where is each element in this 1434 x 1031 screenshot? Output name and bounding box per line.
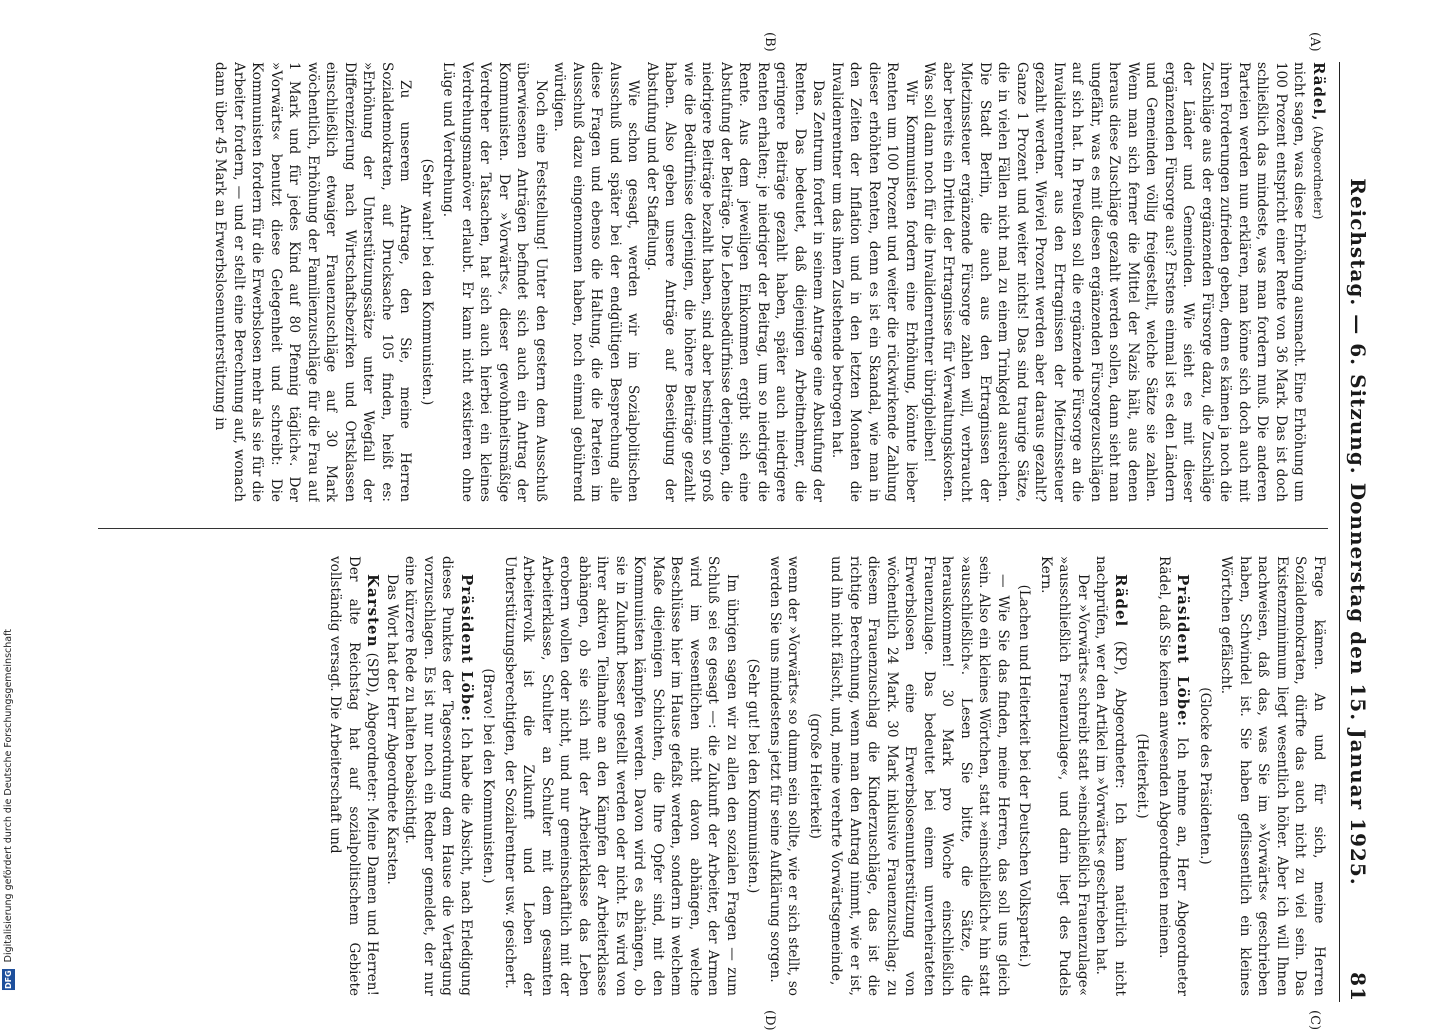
paragraph: nicht sagen, was diese Erhöhung ausmacht. Eine Erhöhung um 100 Prozent entspricht einer Rente von 36 Mark. Das ist doch schließlich das mindeste, was man fordern muß. Die anderen Parteien werden nun erklären, man könne sich doch auch mit ihren Forderungen zufrieden geben, denn es kämen ja noch die Zuschläge aus der ergänzenden Fürsorge dazu, die Zuschläge der Länder und Gemeinden. Wie sieht es mit dieser ergänzenden Fürsorge aus? Erstens einmal ist es den Ländern und Gemeinden völlig freigestellt, welche Sätze sie zahlen. Wenn man sich ferner die Mittel der Nazis hält, aus denen heraus diese Zuschläge gezahlt werden sollen, dann sieht man ungefähr, was es mit diesen ergänzenden Fürsorgezuschlägen auf sich hat. In Preußen soll die ergänzende Fürsorge an die Invalidenrentner aus den Ertragnissen der Mietzinssteuer gezahlt werden. Wieviel Prozent werden aber daraus gezahlt? Ganze 1 Prozent und weiter nichts! Das sind traurige Sätze, die in vielen Fällen nicht mal zu einem Trinkgeld ausreichen. Die Stadt Berlin, die auch aus den Ertragnissen der Mietzinssteuer ergänzende Fürsorge zahlen will, verbraucht aber bereits ein Drittel der Ertragnisse für Verwaltungskosten. Was soll dann noch für die Invalidenrentner übrigbleiben! [921, 62, 1308, 502]
page-number: 81 [1346, 972, 1370, 1002]
paragraph: Wir Kommunisten fordern eine Erhöhung, könnte lieber Renten um 100 Prozent und weiter die rückwirkende Zahlung dieser erhöhten Renten, denn es ist ein Skandal, wie man in den Zeiten der Inflation und in den letzten Monaten die Invalidenrentner um das ihnen Zustehende betrogen hat. [829, 62, 919, 502]
paragraph: Der »Vorwärts« schreibt statt »einschließlich Frauenzulage« »ausschließlich Frauenzulage«, und darin liegt des Pudels Kern. [1038, 556, 1091, 996]
credit-text: Digitalisierung gefördert durch die Deutsche Forschungsgemeinschaft [3, 628, 14, 963]
digitization-credit [2, 629, 15, 990]
interjection: (Heiterkeit.) [1134, 733, 1151, 819]
speaker-paragraph [1092, 556, 1130, 996]
interjection: (Lachen und Heiterkeit bei der Deutschen Volkspartei.) [1016, 584, 1033, 968]
speaker-text: Abgeordneter: Ich kann natürlich nicht nachprüfen, wer den Artikel im »Vorwärts« geschrieben hat. [1093, 556, 1128, 996]
speaker-party: (KP), [1112, 640, 1128, 676]
interjection: (große Heiterkeit) [807, 713, 823, 839]
president-name: Präsident Löbe: [1174, 574, 1193, 728]
speaker-line [1309, 62, 1329, 502]
paragraph: Das Wort hat der Herr Abgeordnete Karsten. [384, 574, 400, 885]
column-divider [98, 528, 1328, 529]
president-text: Ich habe die Absicht, nach Erledigung dieses Punktes der Tagesordnung dem Hause die Vertagung vorzuschlagen. Es ist nur noch ein Redner gemeldet, der nur eine kürzere Rede zu halten beabsichtigt. [402, 556, 474, 996]
right-column [88, 556, 1328, 996]
interjection: (Bravo! bei den Kommunisten.) [480, 668, 497, 884]
paragraph: Das Zentrum fordert in seinem Antrage eine Abstufung der Renten. Das bedeutet, daß diejenigen Arbeitnehmer, die geringere Beiträge gezahlt haben, später auch niedrigere Renten erhalten; je niedriger der Beitrag, um so niedriger die Rente. Aus dem jeweiligen Einkommen ergibt sich eine Abstufung der Beiträge. Die Lebensbedürfnisse derjenigen, die niedrigere Beiträge bezahlt haben, sind aber bestimmt so groß wie die Bedürfnisse derjenigen, die höhere Beiträge gezahlt haben. Also geben unsere Anträge auf Beseitigung der Abstufung und der Staffelung. [644, 62, 827, 502]
paragraph: — Wie Sie das finden, meine Herren, das soll uns gleich sein. Also ein kleines Wörtchen, statt »einschließlich« hin statt »ausschließlich«. Lesen Sie bitte, die Sätze, die herauskommen! 30 Mark pro Woche einschließlich Frauenzulage. Das bedeutet bei einem unverheirateten Erwerbslosen eine Erwerbslosenunterstützung von wöchentlich 24 Mark. 30 Mark inklusive Frauenzuschlag; zu diesem Frauenzuschlag die Kinderzuschläge, das ist die richtige Berechnung, wenn man den Antrag nimmt, wie er ist, und ihn nicht fälscht, und, meine verehrte Vorwärtsgemeinde, [828, 556, 1011, 996]
paragraph: Noch eine Feststellung! Unter den gestern dem Ausschuß überwiesenen Anträgen befindet sich auch ein Antrag der Kommunisten. Der »Vorwärts«, dieser gewohnheitsmäßige Verdreher der Tatsachen, hat sich auch hierbei ein kleines Verdrehungsmanöver erlaubt. Er kann nicht existieren ohne Lüge und Verdrehung. [440, 62, 549, 502]
document-page [72, 32, 1372, 1031]
dfg-logo: DFG [4, 970, 13, 989]
paragraph: Frage kämen. An und für sich, meine Herren Sozialdemokraten, dürfte das auch nicht zu viel sein. Das Existenzminimum liegt wesentlich höher. Aber ich will Ihnen nachweisen, daß das, was Sie im »Vorwärts« geschrieben haben, Schwindel ist. Sie haben geflissentlich ein kleines Wörtchen gefälscht. [1218, 556, 1327, 996]
running-head-title: Reichstag. — 6. Sitzung. Donnerstag den 15. Januar 1925. [1346, 178, 1370, 886]
margin-mark-b: (B) [762, 32, 777, 52]
interjection: (Sehr gut! bei den Kommunisten.) [745, 658, 762, 894]
speaker-paragraph [326, 556, 383, 996]
president-text: Ich nehme an, Herr Abgeordneter Rädel, daß Sie keinen anwesenden Abgeordneten meinen. [1156, 556, 1191, 996]
speaker-name: Rädel [1112, 574, 1130, 628]
speaker-role-text: Abgeordneter [1311, 130, 1325, 215]
interjection: (Sehr wahr! bei den Kommunisten.) [419, 158, 435, 406]
paragraph: Zu unserem Antrage, den Sie, meine Herren Sozialdemokraten, auf Drucksache 105 finden, heißt es: »Erhöhung der Unterstützungssätze unter Wegfall der Differenzierung nach Wirtschaftsbezirken und Ortsklassen einschließlich etwaiger Frauenzuschläge auf 30 Mark wöchentlich, Erhöhung der Familienzuschläge für die Frau auf 1 Mark und für jedes Kind auf 80 Pfennig täglich«. Der »Vorwärts« benutzt diese Gelegenheit und schreibt: Die Kommunisten fordern für die Erwerbslosen mehr als sie für die Arbeiter fordern, — und er stellt eine Berechnung auf, wonach dann über 45 Mark an Erwerbslosenunterstützung in [212, 62, 414, 502]
speaker-text: Abgeordneter: Meine Damen und Herren! Der alte Reichstag hat auf sozialpolitischem Gebiete vollständig versagt. Die Arbeiterschaft und [327, 556, 381, 996]
running-head [1339, 62, 1372, 1002]
interjection: (Glocke des Präsidenten.) [1197, 687, 1213, 865]
digitization-credit-bar [0, 0, 14, 1000]
paragraph: wenn der »Vorwärts« so dumm sein sollte, wie er sich stellt, so werden Sie uns mindestens jetzt für seine Aufklärung sorgen. [767, 556, 802, 996]
speaker-role: (Abgeordneter) [1311, 125, 1325, 220]
margin-mark-d: (D) [762, 1010, 777, 1031]
president-remark [401, 556, 476, 996]
president-name: Präsident Löbe: [458, 574, 476, 723]
paragraph: Wie schon gesagt, werden wir im Sozialpolitischen Ausschuß und später bei der endgültigen Besprechung alle diese Fragen und ebenso die Haltung, die die Parteien im Ausschuß dazu eingenommen haben, noch einmal gebührend würdigen. [551, 62, 642, 502]
speaker-party: (SPD), [364, 652, 381, 697]
paragraph: Im übrigen sagen wir zu allen den sozialen Fragen — zum Schluß sei es gesagt —: die Zukunft der Arbeiter, der Armen wird im wesentlichen nicht davon abhängen, welche Beschlüsse hier im Hause gefaßt werden, sondern in welchem Maße diejenigen Schichten, die Ihre Opfer sind, mit den Kommunisten kämpfen werden. Davon wird es abhängen, ob sie in Zukunft besser gestellt werden oder nicht. Es wird von ihrer aktiven Teilnahme an den Kämpfen der Arbeiterklasse abhängen, ob sie sich mit der Arbeiterklasse das Leben erobern wollen oder nicht, und nur gemeinschaftlich mit der Arbeiterklasse, Schulter an Schulter mit dem gesamten Arbeitervolk ist die Zukunft und Leben der Unterstützungsberechtigten, der Sozialrentner usw. gesichert. [502, 556, 740, 996]
left-column [88, 62, 1328, 502]
speaker-name: Karsten [364, 574, 383, 648]
margin-mark-c: (C) [1307, 1010, 1322, 1031]
margin-mark-a: (A) [1307, 32, 1322, 52]
president-remark [1155, 556, 1193, 996]
speaker-name: Rädel, [1310, 62, 1328, 122]
